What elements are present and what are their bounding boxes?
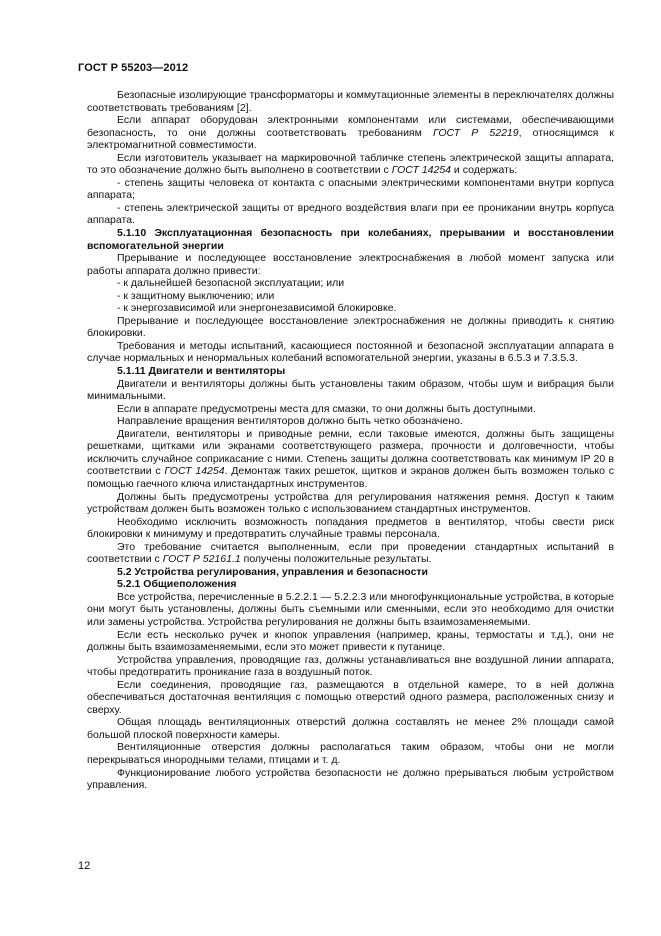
document-body [87,89,614,792]
list-item: - степень защиты человека от контакта с опасными электрическими компонентами внутри корпуса аппарата; [87,176,614,202]
paragraph: Это требование считается выполненным, если при проведении стандартных испытаний в соответствии с ГОСТ Р 52161.1 получены положительные результаты. [87,540,614,566]
paragraph: Если в аппарате предусмотрены места для смазки, то они должны быть доступными. [117,402,536,415]
paragraph: Если аппарат оборудован электронными компонентами или системами, обеспечивающими безопасность, то они должны соответствовать требованиям ГОСТ Р 52219, относящимся к электромагнитной совместимости. [87,114,614,152]
section-heading: 5.2 Устройства регулирования, управления и безопасности [117,565,429,578]
paragraph: Если есть несколько ручек и кнопок управления (например, краны, термостаты и т.д.), они не должны быть взаимозаменяемыми, если это может привести к путанице. [87,628,614,654]
list-item: - к энергозависимой или энергонезависимой блокировке. [117,302,397,315]
paragraph: Требования и методы испытаний, касающиеся постоянной и безопасной эксплуатации аппарата в случае нормальных и ненормальных колебаний вспомогательной энергии, указаны в 6.5.3 и 7.3.5.3. [87,339,614,365]
list-item: - степень электрической защиты от вредного воздействия влаги при ее проникании внутрь корпуса аппарата. [87,201,614,227]
subsection-heading: 5.2.1 Общиеположения [117,578,237,591]
standard-reference: ГОСТ Р 52161.1 [162,553,241,566]
list-item: - к дальнейшей безопасной эксплуатации; или [117,277,345,290]
paragraph: Направление вращения вентиляторов должно быть четко обозначено. [117,415,463,428]
paragraph: Безопасные изолирующие трансформаторы и коммутационные элементы в переключателях должны соответствовать требованиям [2]. [87,89,614,114]
section-heading: 5.1.10 Эксплуатационная безопасность при колебаниях, прерывании и восстановлении вспомогательной энергии [87,227,614,252]
paragraph: Двигатели, вентиляторы и приводные ремни, если таковые имеются, должны быть защищены решетками, щитками или экранами соответствующего размера, прочности и долговечности, чтобы исключить случайное соприкасание с ними. Степень защиты должна соответствовать как минимум IP 20 в соответствии с ГОСТ 14254. Демонтаж таких решеток, щитков и экранов должен быть возможен только с помощью гаечного ключа илистандартных инструментов. [87,427,614,490]
paragraph: Прерывание и последующее восстановление электроснабжения не должны приводить к снятию блокировки. [87,314,614,340]
paragraph: Необходимо исключить возможность попадания предметов в вентилятор, чтобы свести риск блокировки к минимуму и предотвратить случайные травмы персонала. [87,515,614,541]
standard-reference: ГОСТ 14254 [164,465,225,478]
paragraph: Должны быть предусмотрены устройства для регулирования натяжения ремня. Доступ к таким устройствам должен быть возможен только с использованием стандартных инструментов. [87,490,614,516]
paragraph: Функционирование любого устройства безопасности не должно прерываться любым устройством управления. [87,766,614,792]
document-header: ГОСТ Р 55203—2012 [78,62,189,74]
page-number: 12 [78,860,91,872]
standard-reference: ГОСТ 14254 [391,164,452,177]
paragraph: Прерывание и последующее восстановление электроснабжения в любой момент запуска или работы аппарата должно привести: [87,252,614,277]
list-item: - к защитному выключению; или [117,289,275,302]
paragraph: Двигатели и вентиляторы должны быть установлены таким образом, чтобы шум и вибрация были минимальными. [87,377,614,403]
standard-reference: ГОСТ Р 52219 [432,126,519,139]
section-heading: 5.1.11 Двигатели и вентиляторы [117,365,286,378]
paragraph: Если изготовитель указывает на маркировочной табличке степень электрической защиты аппарата, то это обозначение должно быть выполнено в соответствии с ГОСТ 14254 и содержать: [87,151,614,177]
paragraph: Общая площадь вентиляционных отверстий должна составлять не менее 2% площади самой большой плоской поверхности камеры. [87,716,614,741]
paragraph: Все устройства, перечисленные в 5.2.2.1 — 5.2.2.3 или многофункциональные устройства, в которые они могут быть установлены, должны быть съемными или сменными, если это необходимо для очистки или замены устройства. Устройства регулирования не должны быть взаимозаменяемыми. [87,590,615,628]
paragraph: Устройства управления, проводящие газ, должны устанавливаться вне воздушной линии аппарата, чтобы предотвратить проникание газа в воздушный поток. [87,653,614,679]
paragraph: Если соединения, проводящие газ, размещаются в отдельной камере, то в ней должна обеспечиваться достаточная вентиляция с помощью отверстий одного размера, расположенных снизу и сверху. [87,678,614,716]
paragraph: Вентиляционные отверстия должны располагаться таким образом, чтобы они не могли перекрываться инородными телами, птицами и т. д. [87,741,614,766]
